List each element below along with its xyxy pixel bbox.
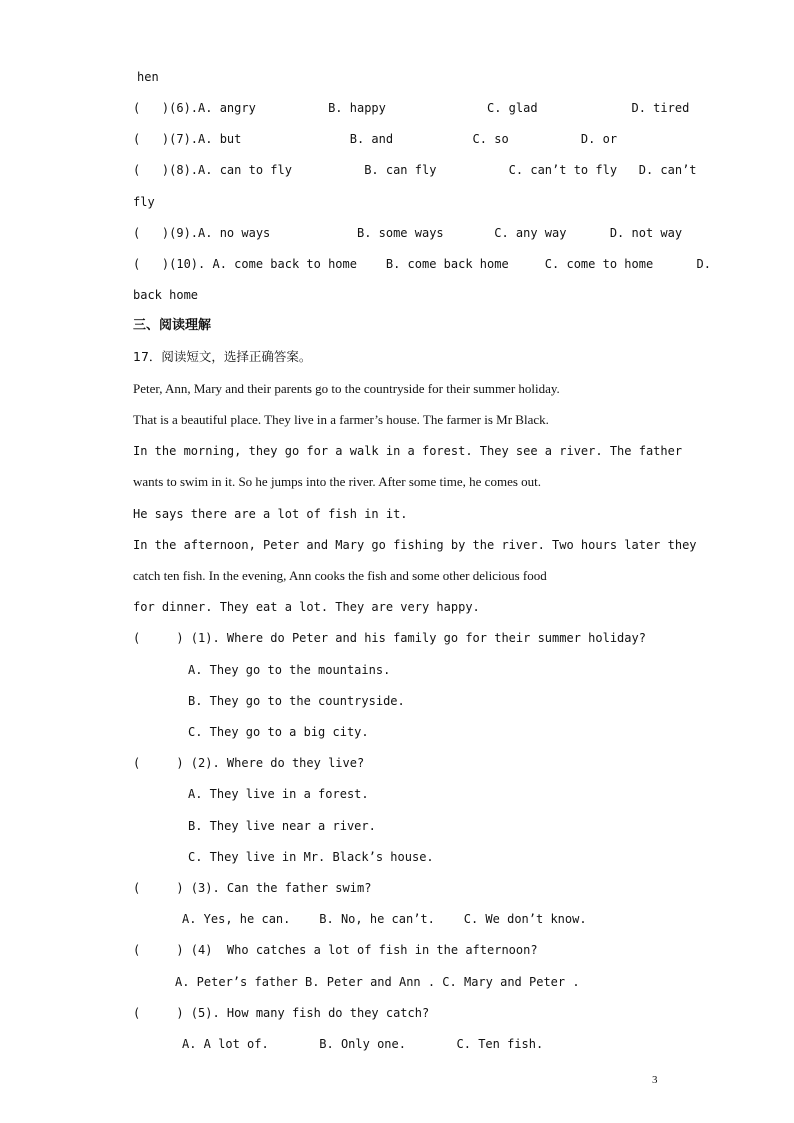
question-1: ( ) (1). Where do Peter and his family go for their summer holiday? [133, 631, 646, 645]
question-4: ( ) (4) Who catches a lot of fish in the afternoon? [133, 943, 538, 957]
cloze-question-6: ( )(6).A. angry B. happy C. glad D. tired [133, 101, 690, 115]
passage-line: for dinner. They eat a lot. They are very happy. [133, 600, 480, 614]
question-1-option-b: B. They go to the countryside. [188, 694, 405, 708]
passage-line: He says there are a lot of fish in it. [133, 507, 408, 521]
passage-line: That is a beautiful place. They live in a farmer’s house. The farmer is Mr Black. [133, 412, 549, 427]
cloze-question-8-continued: fly [133, 195, 155, 209]
question-1-option-a: A. They go to the mountains. [188, 663, 391, 677]
cloze-question-10-continued: back home [133, 288, 199, 302]
question-5-options: A. A lot of. B. Only one. C. Ten fish. [182, 1037, 544, 1051]
question-4-options: A. Peter’s father B. Peter and Ann . C. Mary and Peter . [175, 975, 580, 989]
page-number: 3 [652, 1074, 658, 1086]
cloze-question-9: ( )(9).A. no ways B. some ways C. any way D. not way [133, 226, 683, 240]
passage-line: Peter, Ann, Mary and their parents go to the countryside for their summer holiday. [133, 381, 560, 396]
passage-line: catch ten fish. In the evening, Ann cooks the fish and some other delicious food [133, 568, 547, 583]
section-title: 三、阅读理解 [133, 318, 212, 333]
question-3: ( ) (3). Can the father swim? [133, 881, 372, 895]
question-1-option-c: C. They go to a big city. [188, 725, 369, 739]
question-2-option-a: A. They live in a forest. [188, 787, 369, 801]
passage-line: wants to swim in it. So he jumps into the river. After some time, he comes out. [133, 474, 542, 489]
question-2-option-c: C. They live in Mr. Black’s house. [188, 850, 434, 864]
cloze-question-7: ( )(7).A. but B. and C. so D. or [133, 132, 618, 146]
cloze-fragment: hen [137, 70, 159, 84]
cloze-question-10: ( )(10). A. come back to home B. come back home C. come to home D. [133, 257, 711, 271]
passage-line: In the morning, they go for a walk in a forest. They see a river. The father [133, 444, 683, 458]
passage-line: In the afternoon, Peter and Mary go fishing by the river. Two hours later they [133, 538, 697, 552]
question-2-option-b: B. They live near a river. [188, 819, 376, 833]
question-3-options: A. Yes, he can. B. No, he can’t. C. We don’t know. [182, 912, 587, 926]
question-5: ( ) (5). How many fish do they catch? [133, 1006, 430, 1020]
section-instruction: 17．阅读短文，选择正确答案。 [133, 349, 312, 364]
cloze-question-8: ( )(8).A. can to fly B. can fly C. can’t to fly D. can’t [133, 163, 697, 177]
question-2: ( ) (2). Where do they live? [133, 756, 365, 770]
